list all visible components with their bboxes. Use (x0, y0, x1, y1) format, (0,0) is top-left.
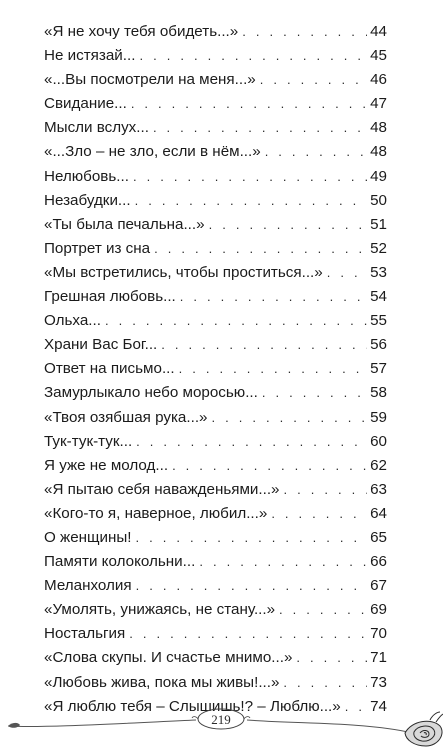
toc-entry[interactable] (44, 574, 387, 598)
toc-page: 52 (370, 239, 387, 257)
toc-page: 51 (370, 215, 387, 233)
toc-title: Ответ на письмо... (44, 360, 175, 378)
toc-entry[interactable] (44, 116, 387, 140)
toc-page: 73 (370, 673, 387, 691)
toc-title: Нелюбовь... (44, 167, 129, 185)
dot-leader (209, 213, 368, 237)
toc-page: 70 (370, 625, 387, 643)
toc-entry[interactable] (44, 478, 387, 502)
toc-page: 54 (370, 288, 387, 306)
toc-title: «Мы встретились, чтобы проститься...» (44, 263, 323, 281)
toc-entry[interactable] (44, 598, 387, 622)
toc-title: Мысли вслух... (44, 119, 149, 137)
toc-entry[interactable] (44, 92, 387, 116)
toc-page: 55 (370, 312, 387, 330)
toc-title: «Я люблю тебя – Слышишь!? – Люблю...» (44, 697, 341, 715)
toc-page: 57 (370, 360, 387, 378)
toc-entry[interactable] (44, 406, 387, 430)
dot-leader (283, 671, 367, 695)
toc-title: «Любовь жива, пока мы живы!...» (44, 673, 280, 691)
toc-entry[interactable] (44, 454, 387, 478)
rose-flourish-icon (405, 712, 443, 746)
toc-title: Меланхолия (44, 577, 132, 595)
toc-entry[interactable] (44, 430, 387, 454)
toc-entry[interactable] (44, 622, 387, 646)
toc-title: «Ты была печальна...» (44, 215, 205, 233)
toc-page: 66 (370, 553, 387, 571)
dot-leader (139, 44, 367, 68)
toc-entry[interactable] (44, 44, 387, 68)
toc-title: «Умолять, унижаясь, не стану...» (44, 601, 276, 619)
toc-title: «Я пытаю себя наважденьями...» (44, 480, 280, 498)
toc-page: 64 (370, 504, 387, 522)
dot-leader (161, 333, 367, 357)
toc-title: «...Зло – не зло, если в нём...» (44, 143, 261, 161)
toc-page: 46 (370, 71, 387, 89)
toc-entry[interactable] (44, 140, 387, 164)
toc-entry[interactable] (44, 213, 387, 237)
toc-entry[interactable] (44, 165, 387, 189)
dot-leader (135, 189, 368, 213)
dot-leader (153, 116, 367, 140)
toc-title: «...Вы посмотрели на меня...» (44, 71, 256, 89)
toc-title: Свидание... (44, 95, 127, 113)
dot-leader (262, 381, 367, 405)
toc-entry[interactable] (44, 20, 387, 44)
toc-page: 48 (370, 143, 387, 161)
toc-page: 69 (370, 601, 387, 619)
dot-leader (284, 478, 368, 502)
toc-title: «Твоя озябшая рука...» (44, 408, 208, 426)
toc-page: 63 (370, 480, 387, 498)
toc-page: 44 (370, 23, 387, 40)
toc-title: «Я не хочу тебя обидеть...» (44, 23, 239, 40)
toc-page: 49 (370, 167, 387, 185)
table-of-contents (44, 20, 387, 719)
dot-leader (180, 285, 367, 309)
toc-page: 45 (370, 47, 387, 65)
toc-title: Я уже не молод... (44, 456, 169, 474)
dot-leader (136, 430, 367, 454)
toc-title: Портрет из сна (44, 239, 151, 257)
dot-leader (296, 646, 367, 670)
toc-title: Не истязай... (44, 47, 136, 65)
toc-page: 62 (370, 456, 387, 474)
toc-title: Ностальгия (44, 625, 126, 643)
page-number: 219 (211, 712, 231, 727)
dot-leader (154, 237, 367, 261)
toc-page: 59 (370, 408, 387, 426)
dot-leader (242, 20, 367, 44)
toc-page: 71 (370, 649, 387, 667)
toc-entry[interactable] (44, 357, 387, 381)
dot-leader (265, 140, 367, 164)
toc-page: 47 (370, 95, 387, 113)
toc-page: 50 (370, 191, 387, 209)
toc-page: 53 (370, 263, 387, 281)
toc-entry[interactable] (44, 646, 387, 670)
page-footer (0, 692, 443, 750)
toc-entry[interactable] (44, 381, 387, 405)
toc-entry[interactable] (44, 671, 387, 695)
toc-title: Тук-тук-тук... (44, 432, 133, 450)
dot-leader (199, 550, 367, 574)
dot-leader (172, 454, 367, 478)
dot-leader (131, 92, 367, 116)
toc-title: Грешная любовь... (44, 288, 176, 306)
toc-entry[interactable] (44, 189, 387, 213)
toc-entry[interactable] (44, 68, 387, 92)
toc-entry[interactable] (44, 261, 387, 285)
dot-leader (260, 68, 367, 92)
toc-title: Памяти колокольни... (44, 553, 196, 571)
toc-page: 65 (370, 528, 387, 546)
toc-entry[interactable] (44, 309, 387, 333)
toc-title: Храни Вас Бог... (44, 336, 158, 354)
dot-leader (179, 357, 367, 381)
dot-leader (211, 406, 367, 430)
toc-page: 67 (370, 577, 387, 595)
toc-title: Замурлыкало небо моросью... (44, 384, 258, 402)
toc-title: «Слова скупы. И счастье мнимо...» (44, 649, 293, 667)
toc-title: О женщины! (44, 528, 132, 546)
dot-leader (279, 598, 367, 622)
toc-entry[interactable] (44, 526, 387, 550)
dot-leader (133, 165, 367, 189)
toc-page: 48 (370, 119, 387, 137)
toc-title: «Кого-то я, наверное, любил...» (44, 504, 268, 522)
dot-leader (136, 574, 368, 598)
toc-entry[interactable] (44, 237, 387, 261)
toc-page: 58 (370, 384, 387, 402)
dot-leader (129, 622, 367, 646)
dot-leader (327, 261, 367, 285)
toc-entry[interactable] (44, 333, 387, 357)
toc-title: Незабудки... (44, 191, 131, 209)
toc-page: 56 (370, 336, 387, 354)
toc-entry[interactable] (44, 285, 387, 309)
dot-leader (136, 526, 368, 550)
toc-page: 74 (370, 697, 387, 715)
toc-entry[interactable] (44, 502, 387, 526)
toc-title: Ольха... (44, 312, 101, 330)
toc-page: 60 (370, 432, 387, 450)
toc-entry[interactable] (44, 550, 387, 574)
dot-leader (105, 309, 367, 333)
dot-leader (271, 502, 367, 526)
